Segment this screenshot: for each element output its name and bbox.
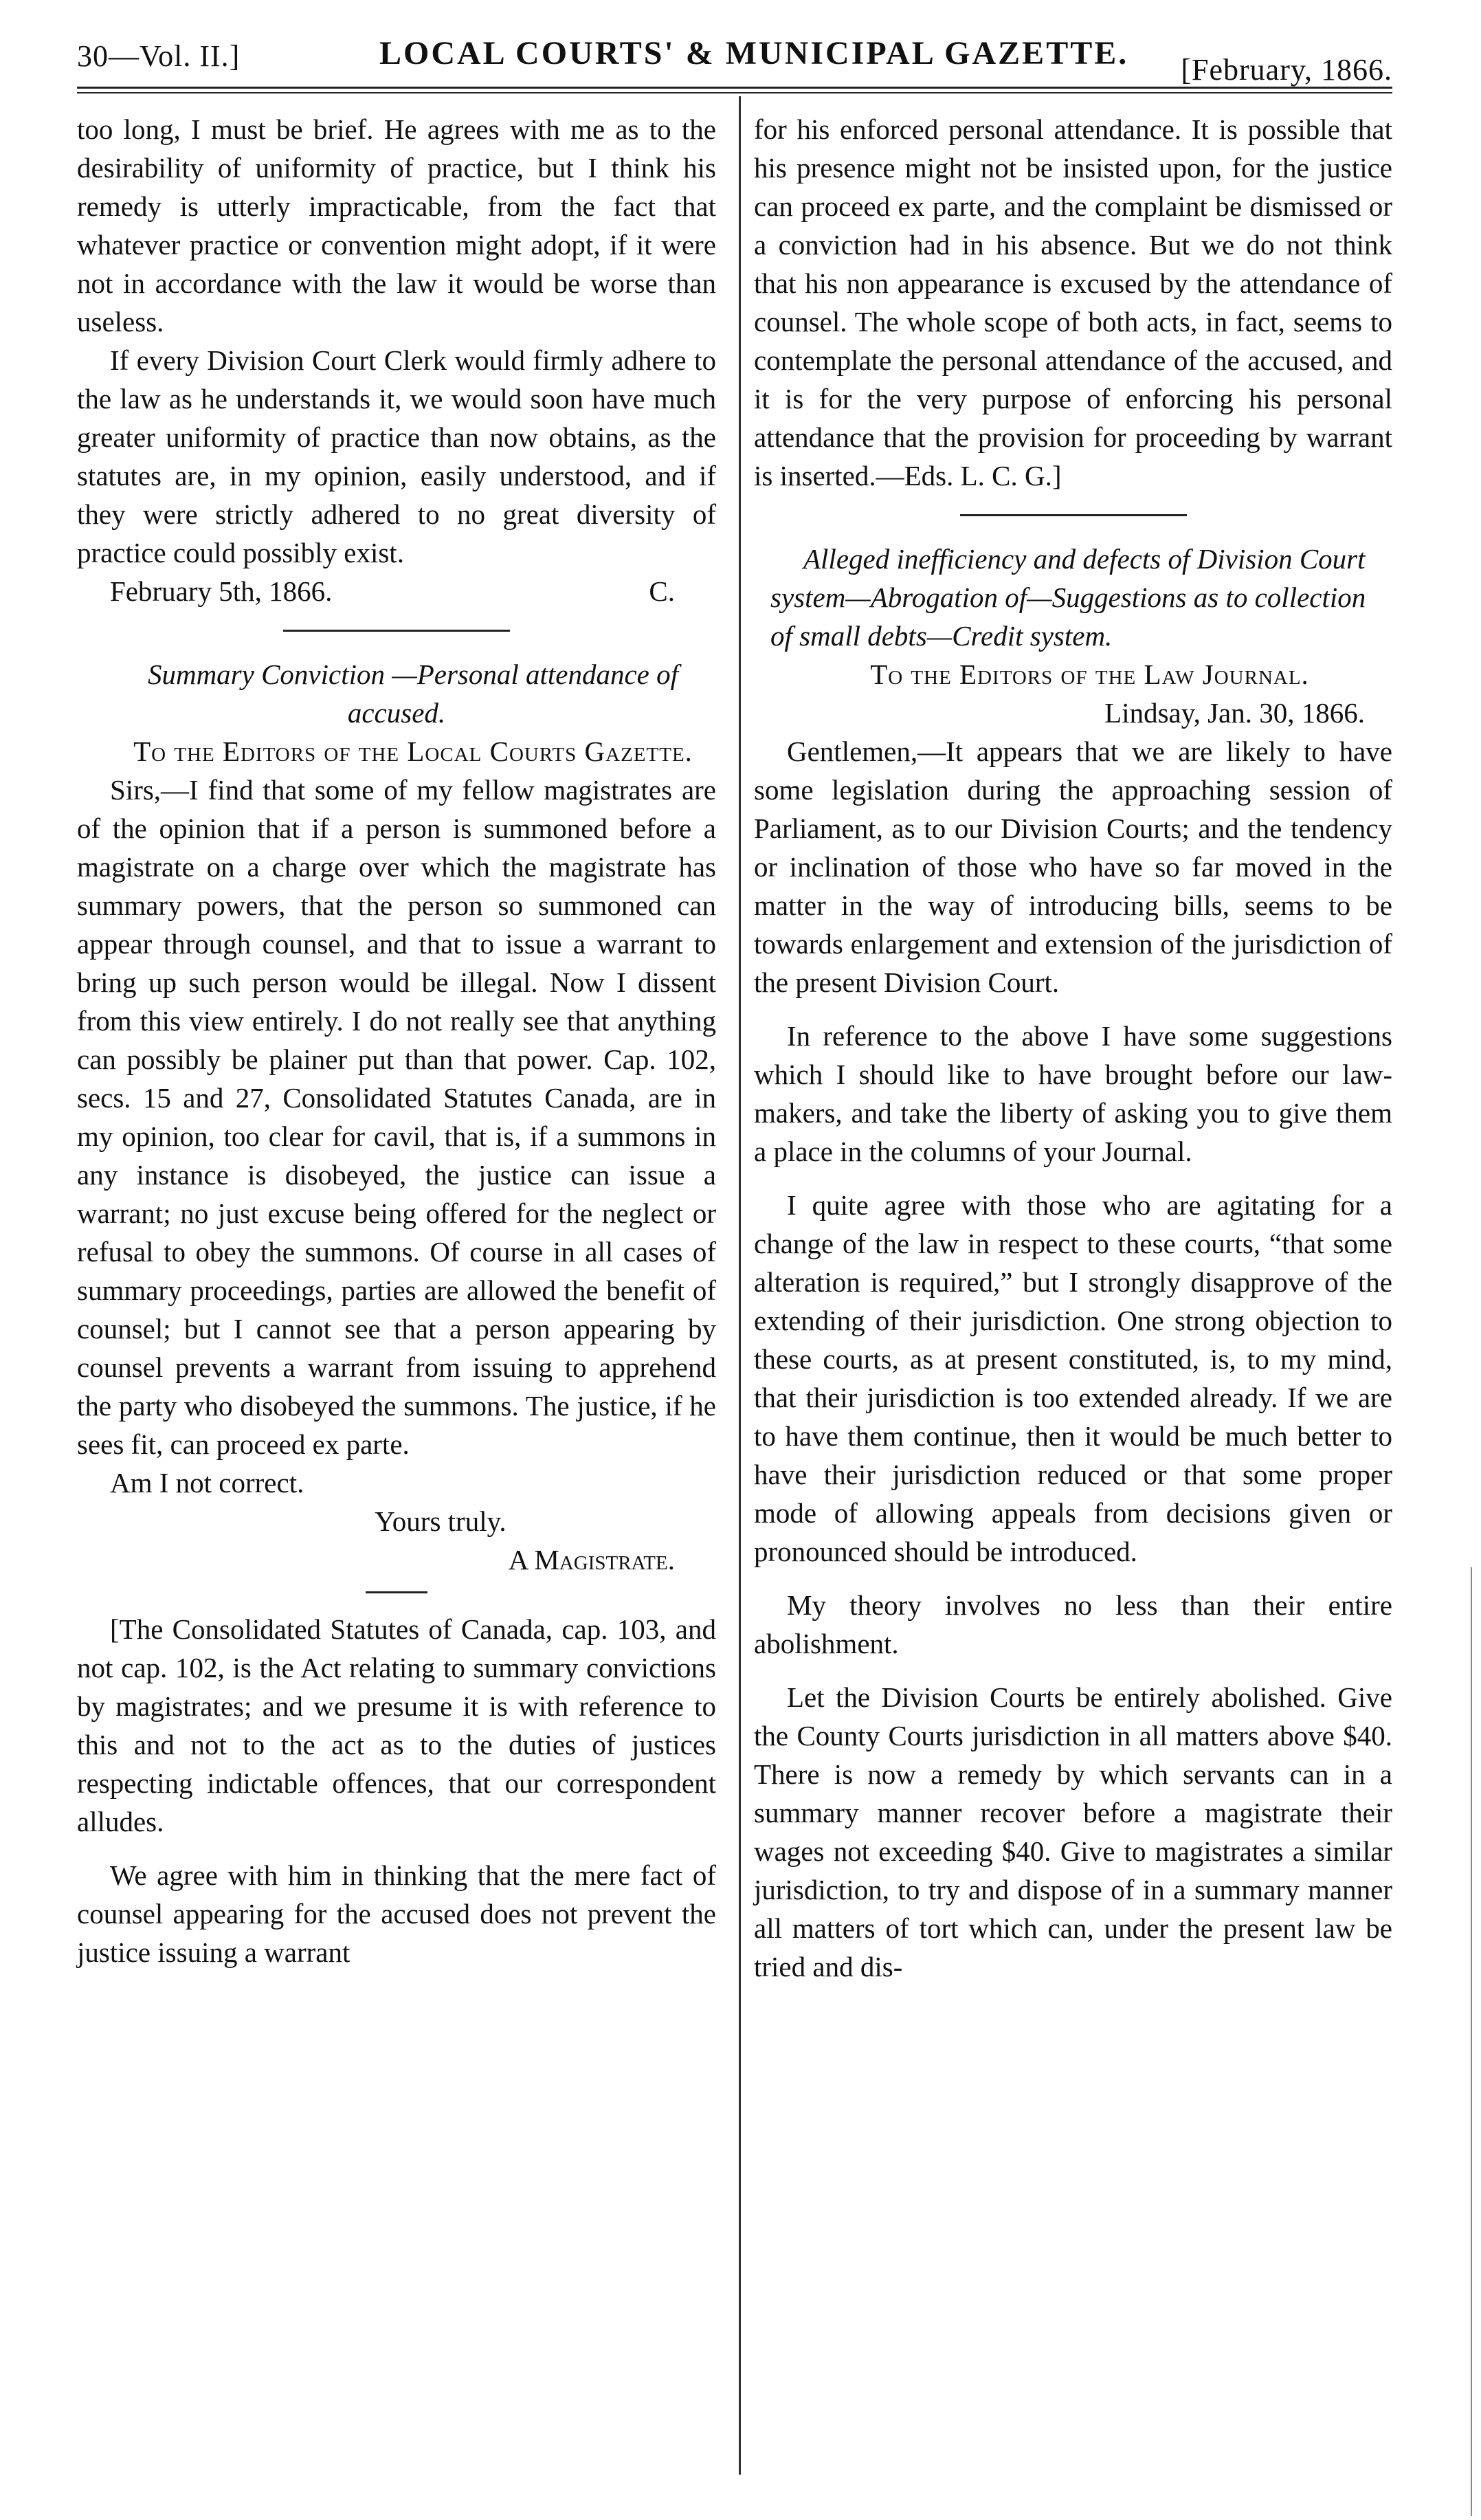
publication-title: LOCAL COURTS' & MUNICIPAL GAZETTE. xyxy=(379,35,1129,71)
letter-date: February 5th, 1866. xyxy=(110,575,333,607)
paragraph: I quite agree with those who are agitating for a change of the law in respect to these courts, “that some alteration is required,” but I strongly disapprove of the extending of their jurisdiction. One strong objection to these courts, as at present constituted, is, to my mind, that their jurisdiction is too extended already. If we are to have them continue, then it would be much better to have their jurisdiction reduced or that some proper mode of allowing appeals from decisions given or pronounced should be introduced. xyxy=(754,1189,1392,1567)
article-heading: Summary Conviction —Personal attendance of accused. xyxy=(147,659,679,729)
paragraph: In reference to the above I have some suggestions which I should like to have brought before our law-makers, and take the liberty of asking you to give them a place in the columns of your Journal. xyxy=(754,1020,1392,1167)
spacer xyxy=(754,1171,1392,1186)
paragraph: Gentlemen,—It appears that we are likely to have some legislation during the approaching session of Parliament, as to our Division Courts; and the tendency or inclination of those who have so far moved in the matter in the way of introducing bills, seems to be towards enlargement and extension of the jurisdiction of the present Division Court. xyxy=(754,736,1392,998)
spacer xyxy=(754,1571,1392,1586)
letter-signoff xyxy=(77,572,716,610)
page-volume: 30—Vol. II.] xyxy=(77,39,241,73)
right-column xyxy=(754,110,1392,1986)
paragraph: If every Division Court Clerk would firmly adhere to the law as he understands it, we would soon have much greater uniformity of practice than now obtains, as the statutes are, in my opinion, easily understood, and if they were strictly adhered to no great diversity of practice could possibly exist. xyxy=(77,344,716,568)
spacer xyxy=(754,1663,1392,1678)
page-edge-line xyxy=(1471,1567,1472,2516)
header-rule xyxy=(77,87,1392,89)
continued-paragraph: too long, I must be brief. He agrees with me as to the desirability of uniformity of practice, but I think his remedy is utterly impracticable, from the fact that whatever practice or convention might adopt, if it were not in accordance with the law it would be worse than useless. xyxy=(77,113,716,338)
column-divider xyxy=(739,96,741,2475)
paragraph: Let the Division Courts be entirely abolished. Give the County Courts jurisdiction in all matters above $40. There is now a remedy by which servants can in a summary manner recover before a magistrate their wages not exceeding $40. Give to magistrates a similar jurisdiction, to try and dispose of in a summary manner all matters of tort which can, under the present law be tried and dis- xyxy=(754,1681,1392,1982)
paragraph: Am I not correct. xyxy=(110,1467,304,1499)
continued-paragraph: for his enforced personal attendance. It is possible that his presence might not be insisted upon, for the justice can proceed ex parte, and the complaint be dismissed or a conviction had in his absence. But we do not think that his non appearance is excused by the attendance of counsel. The whole scope of both acts, in fact, seems to contemplate the personal attendance of the accused, and it is for the very purpose of enforcing his personal attendance that the provision for proceeding by warrant is inserted.—Eds. L. C. G.] xyxy=(754,113,1392,491)
left-column xyxy=(77,110,716,1971)
letter-place-date: Lindsay, Jan. 30, 1866. xyxy=(1104,697,1365,729)
section-divider xyxy=(960,514,1187,516)
article-heading: Alleged inefficiency and defects of Division Court system—Abrogation of—Suggestions as to collection of small debts—Credit system. xyxy=(770,543,1366,652)
editor-note: [The Consolidated Statutes of Canada, cap. 103, and not cap. 102, is the Act relating to summary convictions by magistrates; and we presume it is with reference to this and not to the act as to the duties of justices respecting indictable offences, that our correspondent alludes. xyxy=(77,1613,716,1837)
spacer xyxy=(754,1002,1392,1017)
letter-closing: Yours truly. xyxy=(375,1505,506,1537)
letter-signature: A Magistrate. xyxy=(508,1544,675,1576)
paragraph: My theory involves no less than their entire abolishment. xyxy=(754,1589,1392,1659)
header-rule-secondary xyxy=(77,92,1392,93)
section-divider xyxy=(283,630,510,632)
running-head xyxy=(77,30,1392,87)
salutation-line: To the Editors of the Law Journal. xyxy=(870,659,1309,690)
letter-initial: C. xyxy=(649,575,675,607)
note-divider xyxy=(366,1591,427,1593)
spacer xyxy=(77,1841,716,1856)
salutation-line: To the Editors of the Local Courts Gazette. xyxy=(133,736,693,767)
issue-date: [February, 1866. xyxy=(1181,53,1392,87)
editor-note: We agree with him in thinking that the mere fact of counsel appearing for the accused does not prevent the justice issuing a warrant xyxy=(77,1859,716,1968)
paragraph: Sirs,—I find that some of my fellow magistrates are of the opinion that if a person is summoned before a magistrate on a charge over which the magistrate has summary powers, that the person so summoned can appear through counsel, and that to issue a warrant to bring up such person would be illegal. Now I dissent from this view entirely. I do not really see that anything can possibly be plainer put than that power. Cap. 102, secs. 15 and 27, Consolidated Statutes Canada, are in my opinion, too clear for cavil, that is, if a summons in any instance is disobeyed, the justice can issue a warrant; no just excuse being offered for the neglect or refusal to obey the summons. Of course in all cases of summary proceedings, parties are allowed the benefit of counsel; but I cannot see that a person appearing by counsel prevents a warrant from issuing to apprehend the party who disobeyed the summons. The justice, if he sees fit, can proceed ex parte. xyxy=(77,774,716,1460)
